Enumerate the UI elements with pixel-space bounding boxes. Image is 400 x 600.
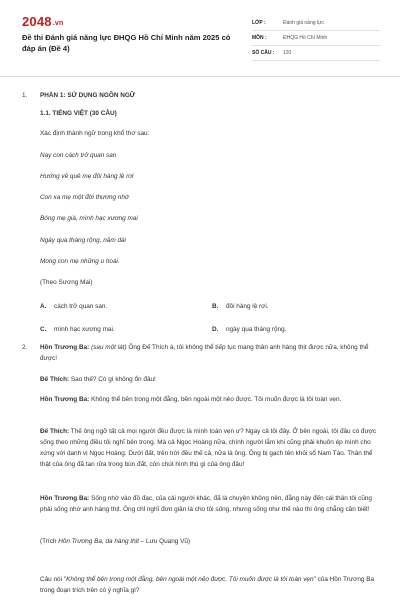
- poem-line: Con xa mẹ một đời thương nhớ: [40, 194, 129, 201]
- option-text: mình hạc xương mai.: [54, 326, 115, 333]
- excerpt-citation: [40, 536, 382, 547]
- meta-key: MÔN :: [252, 35, 267, 41]
- site-logo[interactable]: [22, 14, 63, 29]
- poem-line: Hướng về quê mẹ đôi hàng lệ rơi: [40, 173, 134, 180]
- dialogue-paragraph: [40, 426, 382, 470]
- option-d[interactable]: [212, 324, 286, 335]
- prompt-prefix: Câu nói ": [40, 576, 67, 583]
- poem-line: Nay con cách trở quan san: [40, 152, 117, 159]
- dialogue-paragraph: [40, 394, 382, 405]
- meta-value: ĐHQG Hồ Chí Minh: [283, 35, 328, 41]
- prompt-suffix: " của Hồn Trương Ba trong đoạn trích trên có ý nghĩa gì?: [40, 576, 375, 594]
- speaker: Hồn Trương Ba:: [40, 396, 90, 403]
- header-divider: [0, 76, 400, 77]
- question-number: 1.: [22, 92, 28, 99]
- option-a[interactable]: [40, 301, 107, 312]
- prompt-quote: Không thể bên trong một đằng, bên ngoài một nẻo được. Tôi muốn được là tôi toàn vẹn: [66, 576, 314, 583]
- exam-meta: [252, 16, 380, 61]
- citation-title: Hồn Trương Ba, da hàng thịt: [58, 538, 139, 545]
- part-title: PHẦN 1: SỬ DỤNG NGÔN NGỮ: [40, 92, 136, 99]
- dialogue-text: Không thể bên trong một đằng, bên ngoài một nẻo được. Tôi muốn được là tôi toàn vẹn.: [91, 396, 342, 403]
- dialogue-paragraph: [40, 493, 382, 515]
- dialogue-text: Sao thế? Có gì không ổn đâu!: [70, 376, 156, 383]
- option-letter: B.: [212, 303, 219, 310]
- speaker: Đế Thích:: [40, 376, 70, 383]
- option-b[interactable]: [212, 301, 269, 312]
- meta-value: Đánh giá năng lực: [283, 20, 324, 26]
- poem-source: (Theo Sương Mai): [40, 279, 93, 286]
- meta-row-subject: [252, 31, 380, 46]
- dialogue-paragraph: [40, 374, 382, 385]
- question-number: 2.: [22, 344, 28, 351]
- section-title: 1.1. TIẾNG VIỆT (30 CÂU): [40, 110, 117, 117]
- citation-prefix: (Trích: [40, 538, 57, 545]
- option-text: đôi hàng lệ rơi.: [226, 303, 269, 310]
- option-text: cách trở quan san.: [54, 303, 108, 310]
- meta-row-count: [252, 46, 380, 61]
- citation-suffix: – Lưu Quang Vũ): [140, 538, 191, 545]
- logo-suffix: .vn: [52, 20, 64, 27]
- poem-line: Bóng mẹ già, mình hạc xương mai: [40, 215, 138, 222]
- option-text: ngày qua tháng rộng.: [226, 326, 287, 333]
- dialogue-text: Ông Đế Thích à, tôi không thể tiếp tục mang thân anh hàng thịt được nữa, không thể được!: [40, 344, 369, 362]
- dialogue-text: Sống nhờ vào đồ đạc, của cải người khác, đã là chuyện không nên, đằng này đến cái thân tôi cũng phải sống nhờ anh hàng thịt. Ông chỉ nghĩ đơn giản là cho tôi sống, nhưng sống như thế nào thì ông chẳng cần biết!: [40, 495, 372, 513]
- question-1-prompt: Xác định thành ngữ trong khổ thơ sau:: [40, 130, 150, 137]
- page-header: [0, 0, 400, 72]
- meta-row-class: [252, 16, 380, 31]
- dialogue-text: Thế ông ngỡ tất cả mọi người đều được là mình toàn vẹn ư? Ngay cả tôi đây. Ở bên ngoài, tôi đâu có được sống theo những điều tôi nghĩ bên trong. Mà cả Ngọc Hoàng nữa, chính người lắm khi cũng phải khuôn ép mình cho xứng với danh vị Ngọc Hoàng. Dưới đất, trên trời đều thế cả, nữa là ông. Ông bị gạch tên khỏi sổ Nam Tào. Thân thể thật của ông đã tan rữa trong bùn đất, còn chút hình thù gì của ông đâu!: [40, 428, 377, 468]
- document-title: Đề thi Đánh giá năng lực ĐHQG Hồ Chí Minh năm 2025 có đáp án (Đề 4): [22, 33, 231, 53]
- meta-value: 120: [283, 50, 292, 56]
- speaker: Đế Thích:: [40, 428, 70, 435]
- meta-key: LỚP :: [252, 20, 266, 26]
- poem-line: Mong con mẹ những u hoài.: [40, 258, 120, 265]
- dialogue-paragraph: [40, 342, 382, 364]
- stage-direction: (sau một lát): [91, 344, 127, 351]
- logo-main: 2048: [22, 14, 52, 29]
- question-2-prompt: [40, 574, 382, 596]
- speaker: Hồn Trương Ba:: [40, 495, 90, 502]
- option-c[interactable]: [40, 324, 115, 335]
- option-letter: D.: [212, 326, 219, 333]
- meta-key: SỐ CÂU :: [252, 50, 275, 56]
- option-letter: A.: [40, 303, 47, 310]
- poem-line: Ngày qua tháng rộng, năm dài: [40, 237, 126, 244]
- option-letter: C.: [40, 326, 47, 333]
- speaker: Hồn Trương Ba:: [40, 344, 90, 351]
